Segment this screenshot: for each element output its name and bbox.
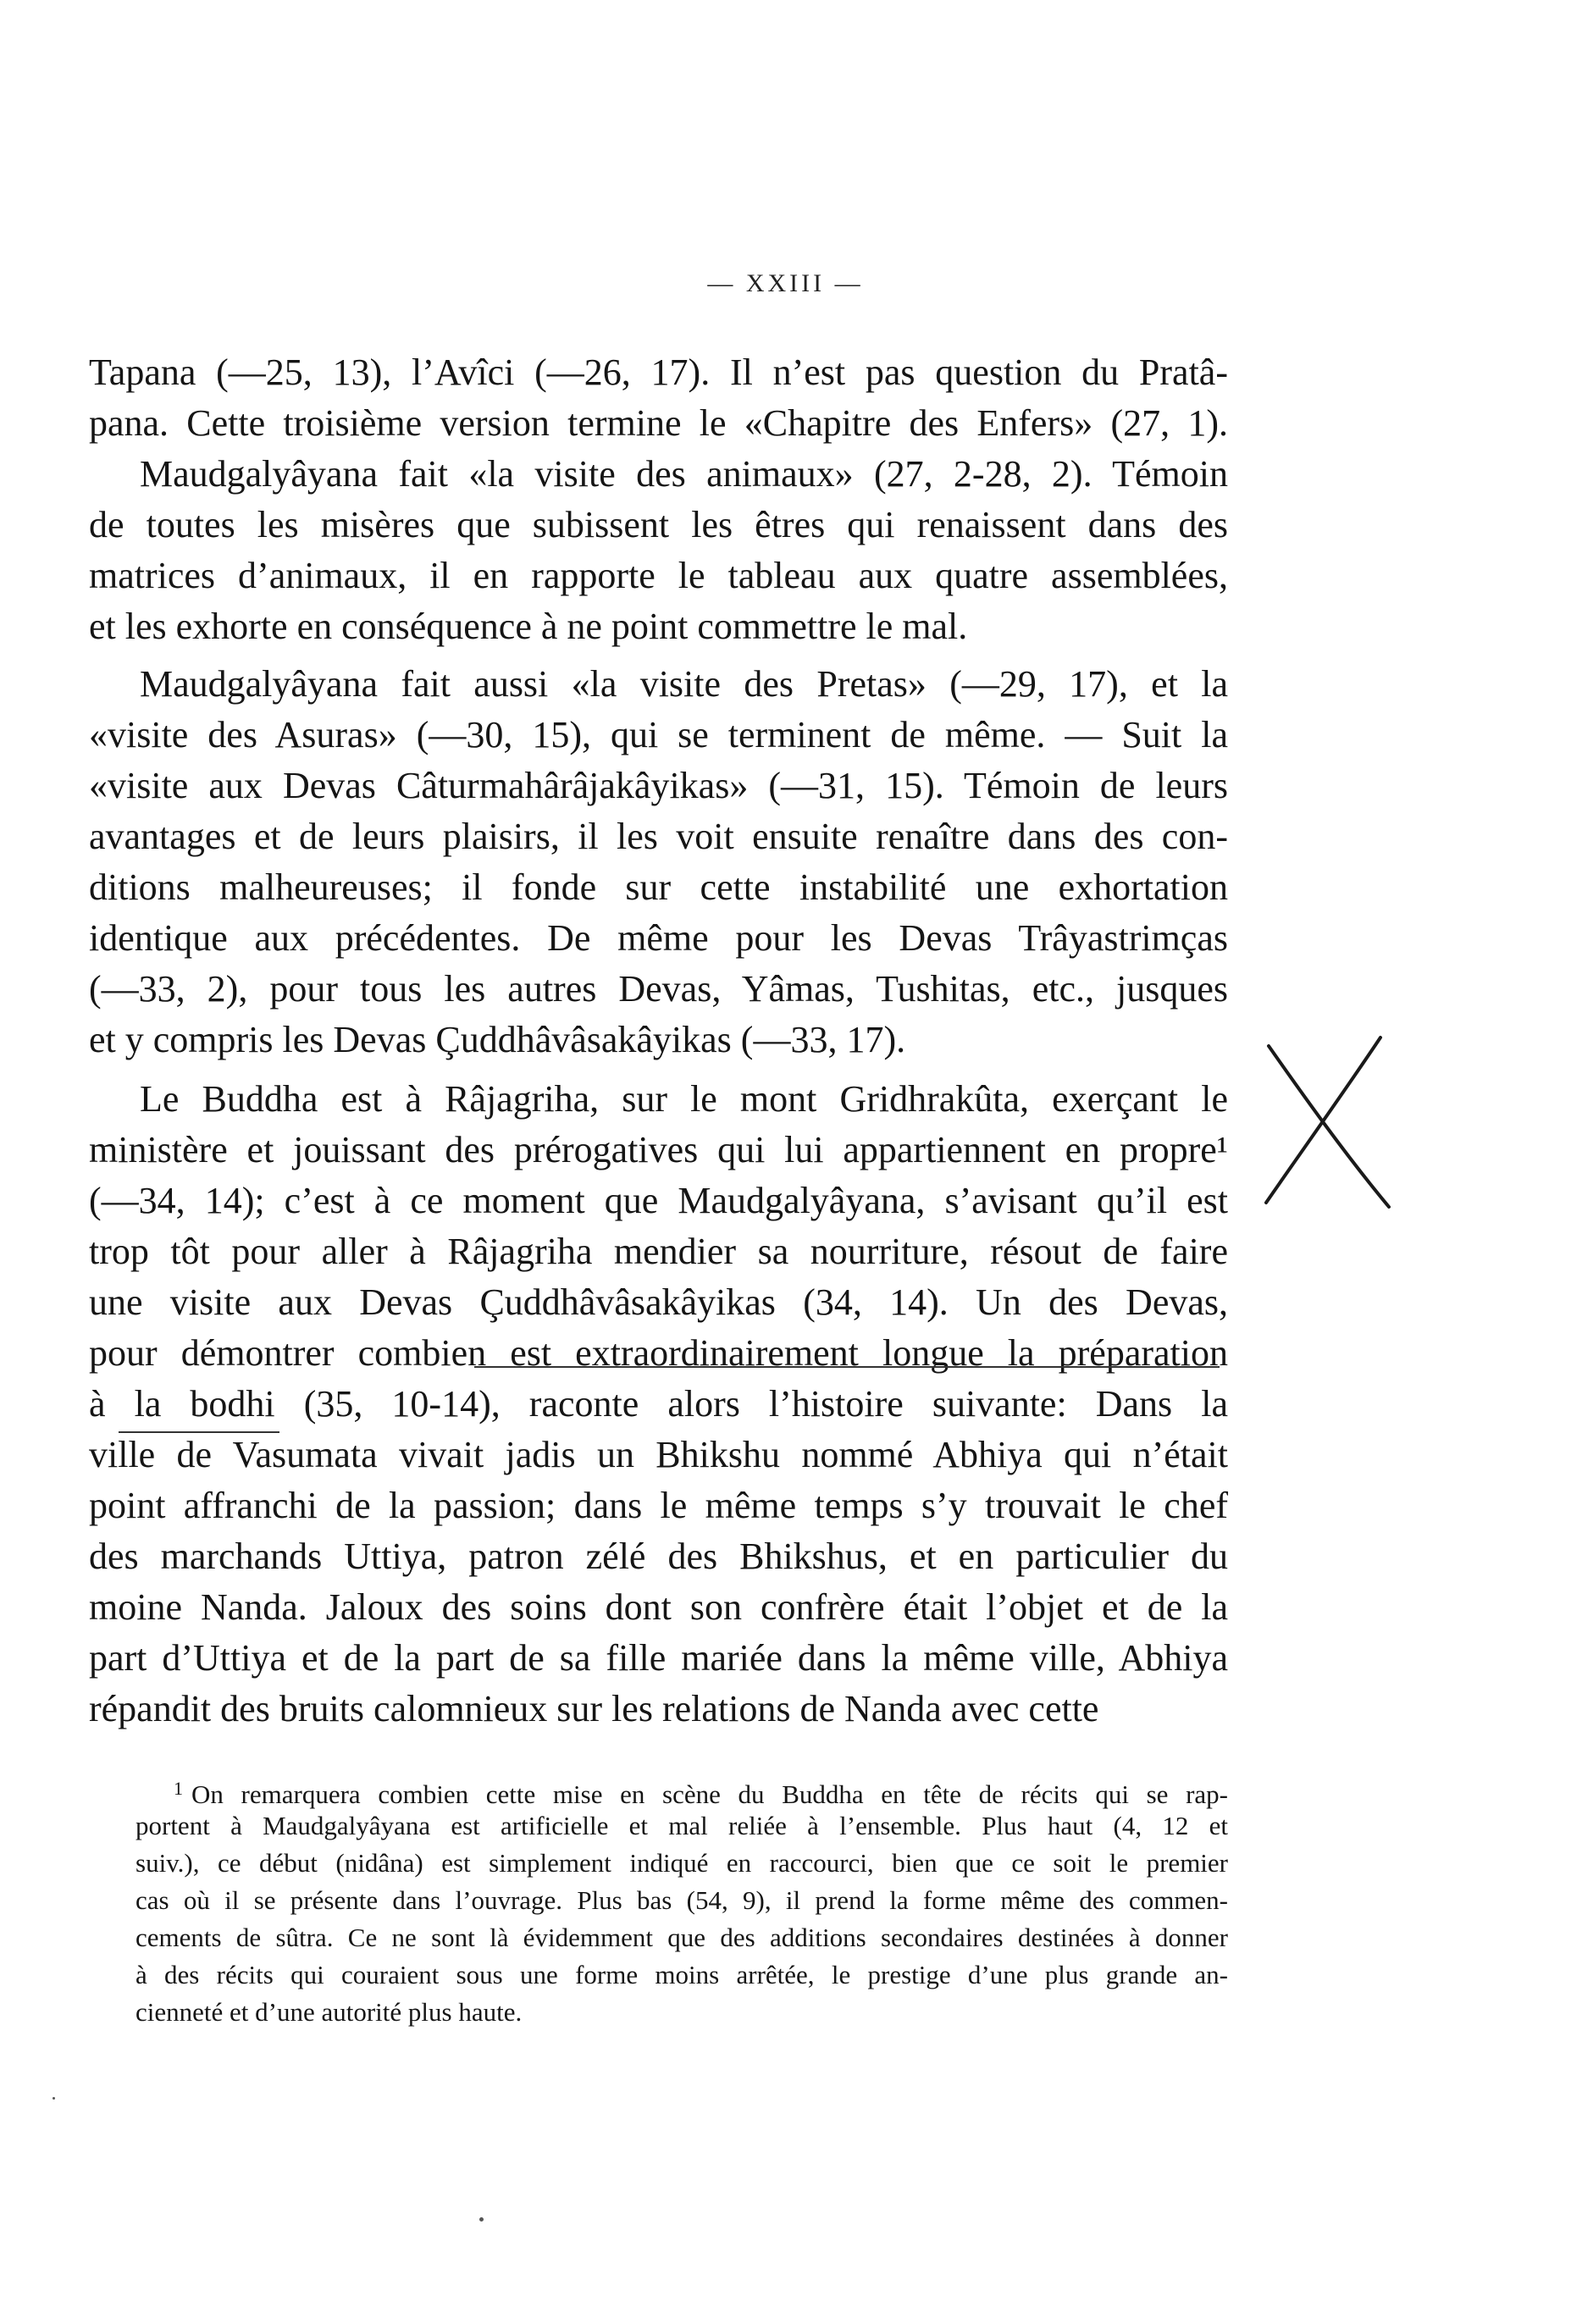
footnote-line: suiv.), ce début (nidâna) est simplement indiqué en raccourci, bien que ce soit le premier	[136, 1848, 1228, 1878]
text-line: pour démontrer combien est extraordinairement longue la préparation	[89, 1332, 1228, 1374]
text-line: et les exhorte en conséquence à ne point commettre le mal.	[89, 606, 968, 647]
text-line: et y compris les Devas Çuddhâvâsakâyikas (—33, 17).	[89, 1019, 906, 1060]
text-line: part d’Uttiya et de la part de sa fille mariée dans la même ville, Abhiya	[89, 1637, 1228, 1679]
text-line: (—34, 14); c’est à ce moment que Maudgalyâyana, s’avisant qu’il est	[89, 1180, 1228, 1221]
footnote-marker: 1	[174, 1778, 183, 1799]
scan-speck	[479, 2217, 484, 2222]
text-line: Maudgalyâyana fait aussi «la visite des Pretas» (—29, 17), et la	[140, 663, 1228, 705]
text-line: «visite aux Devas Câturmahârâjakâyikas» (—31, 15). Témoin de leurs	[89, 765, 1228, 806]
text-line: matrices d’animaux, il en rapporte le tableau aux quatre assemblées,	[89, 555, 1228, 596]
handwritten-x-mark	[1253, 1029, 1397, 1215]
pen-underline	[474, 1366, 1220, 1368]
page-number-header: — XXIII —	[707, 269, 864, 297]
footnote-line: cements de sûtra. Ce ne sont là évidemment que des additions secondaires destinées à donner	[136, 1923, 1228, 1952]
footnote-line: cienneté et d’une autorité plus haute.	[136, 1997, 523, 2027]
footnote-line: portent à Maudgalyâyana est artificielle et mal reliée à l’ensemble. Plus haut (4, 12 et	[136, 1811, 1228, 1840]
text-line: identique aux précédentes. De même pour les Devas Trâyastrimças	[89, 917, 1228, 959]
text-line: répandit des bruits calomnieux sur les relations de Nanda avec cette	[89, 1688, 1099, 1729]
text-line: ditions malheureuses; il fonde sur cette instabilité une exhortation	[89, 866, 1228, 908]
footnote-text: On remarquera combien cette mise en scène du Buddha en tête de récits qui se rap-	[191, 1779, 1228, 1809]
scan-speck	[53, 2097, 55, 2100]
text-line: une visite aux Devas Çuddhâvâsakâyikas (34, 14). Un des Devas,	[89, 1281, 1228, 1323]
text-line: ministère et jouissant des prérogatives qui lui appartiennent en propre¹	[89, 1129, 1228, 1170]
text-line: de toutes les misères que subissent les êtres qui renaissent dans des	[89, 504, 1228, 545]
text-line: ville de Vasumata vivait jadis un Bhikshu nommé Abhiya qui n’était	[89, 1434, 1228, 1475]
text-line: trop tôt pour aller à Râjagriha mendier sa nourriture, résout de faire	[89, 1231, 1228, 1272]
text-line: moine Nanda. Jaloux des soins dont son confrère était l’objet et de la	[89, 1586, 1228, 1628]
text-line: «visite des Asuras» (—30, 15), qui se terminent de même. — Suit la	[89, 714, 1228, 755]
text-line: avantages et de leurs plaisirs, il les voit ensuite renaître dans des con-	[89, 816, 1228, 857]
text-line: (—33, 2), pour tous les autres Devas, Yâmas, Tushitas, etc., jusques	[89, 968, 1228, 1010]
footnote-line	[174, 1770, 1228, 1807]
text-line: des marchands Uttiya, patron zélé des Bhikshus, et en particulier du	[89, 1536, 1228, 1577]
pen-underline	[119, 1431, 279, 1433]
text-line: Maudgalyâyana fait «la visite des animaux» (27, 2-28, 2). Témoin	[140, 453, 1228, 495]
text-line: point affranchi de la passion; dans le même temps s’y trouvait le chef	[89, 1485, 1228, 1526]
text-line: Tapana (—25, 13), l’Avîci (—26, 17). Il n’est pas question du Pratâ-	[89, 351, 1228, 393]
text-line: à la bodhi (35, 10-14), raconte alors l’histoire suivante: Dans la	[89, 1383, 1228, 1425]
footnote-line: cas où il se présente dans l’ouvrage. Plus bas (54, 9), il prend la forme même des commen-	[136, 1885, 1228, 1915]
text-line: Le Buddha est à Râjagriha, sur le mont Gridhrakûta, exerçant le	[140, 1078, 1228, 1120]
text-line: pana. Cette troisième version termine le «Chapitre des Enfers» (27, 1).	[89, 402, 1228, 444]
footnote-line: à des récits qui couraient sous une forme moins arrêtée, le prestige d’une plus grande an-	[136, 1960, 1228, 1989]
